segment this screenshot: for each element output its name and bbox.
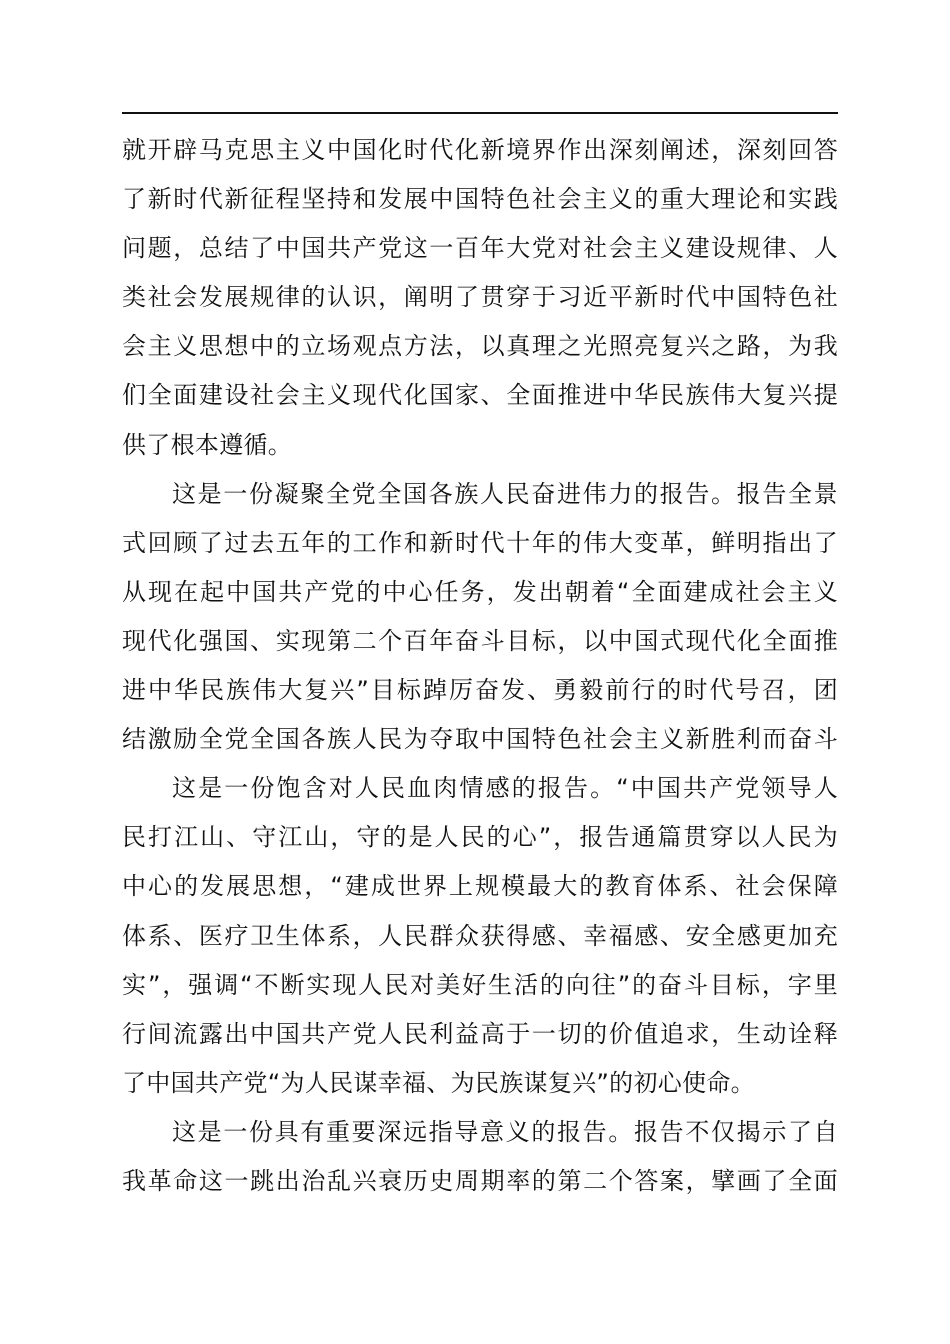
paragraph-3-line: 民打江山、守江山，守的是人民的心”，报告通篇贯穿以人民为	[122, 823, 838, 852]
paragraph-3-line: 行间流露出中国共产党人民利益高于一切的价值追求，生动诠释	[122, 1019, 838, 1048]
paragraph-3-line: 中心的发展思想，“建成世界上规模最大的教育体系、社会保障	[122, 872, 838, 901]
paragraph-3-line: 了中国共产党“为人民谋幸福、为民族谋复兴”的初心使命。	[122, 1068, 755, 1097]
paragraph-1-line: 会主义思想中的立场观点方法，以真理之光照亮复兴之路，为我	[122, 332, 838, 361]
paragraph-2-line: 现代化强国、实现第二个百年奋斗目标，以中国式现代化全面推	[122, 626, 838, 655]
paragraph-1-line: 就开辟马克思主义中国化时代化新境界作出深刻阐述，深刻回答	[122, 136, 838, 164]
paragraph-2-line: 这是一份凝聚全党全国各族人民奋进伟力的报告。报告全景	[172, 479, 838, 508]
paragraph-3-line: 体系、医疗卫生体系，人民群众获得感、幸福感、安全感更加充	[122, 921, 838, 950]
paragraph-2-line: 进中华民族伟大复兴”目标踔厉奋发、勇毅前行的时代号召，团	[122, 676, 838, 705]
paragraph-4-line: 我革命这一跳出治乱兴衰历史周期率的第二个答案，擘画了全面	[122, 1166, 838, 1195]
paragraph-3-line: 实”，强调“不断实现人民对美好生活的向往”的奋斗目标，字里	[122, 970, 838, 999]
paragraph-1-line: 供了根本遵循。	[122, 430, 293, 459]
paragraph-3-line: 这是一份饱含对人民血肉情感的报告。“中国共产党领导人	[172, 774, 838, 803]
paragraph-1-line: 类社会发展规律的认识，阐明了贯穿于习近平新时代中国特色社	[122, 283, 838, 312]
header-rule	[122, 112, 838, 114]
paragraph-1-line: 们全面建设社会主义现代化国家、全面推进中华民族伟大复兴提	[122, 381, 838, 410]
paragraph-2-line: 从现在起中国共产党的中心任务，发出朝着“全面建成社会主义	[122, 577, 838, 606]
paragraph-2-line: 式回顾了过去五年的工作和新时代十年的伟大变革，鲜明指出了	[122, 528, 838, 557]
paragraph-2-line: 结激励全党全国各族人民为夺取中国特色社会主义新胜利而奋斗	[122, 725, 838, 754]
paragraph-1-line: 问题，总结了中国共产党这一百年大党对社会主义建设规律、人	[122, 234, 838, 263]
paragraph-1-line: 了新时代新征程坚持和发展中国特色社会主义的重大理论和实践	[122, 185, 838, 214]
paragraph-4-line: 这是一份具有重要深远指导意义的报告。报告不仅揭示了自	[172, 1117, 838, 1146]
body-text	[122, 126, 838, 1206]
